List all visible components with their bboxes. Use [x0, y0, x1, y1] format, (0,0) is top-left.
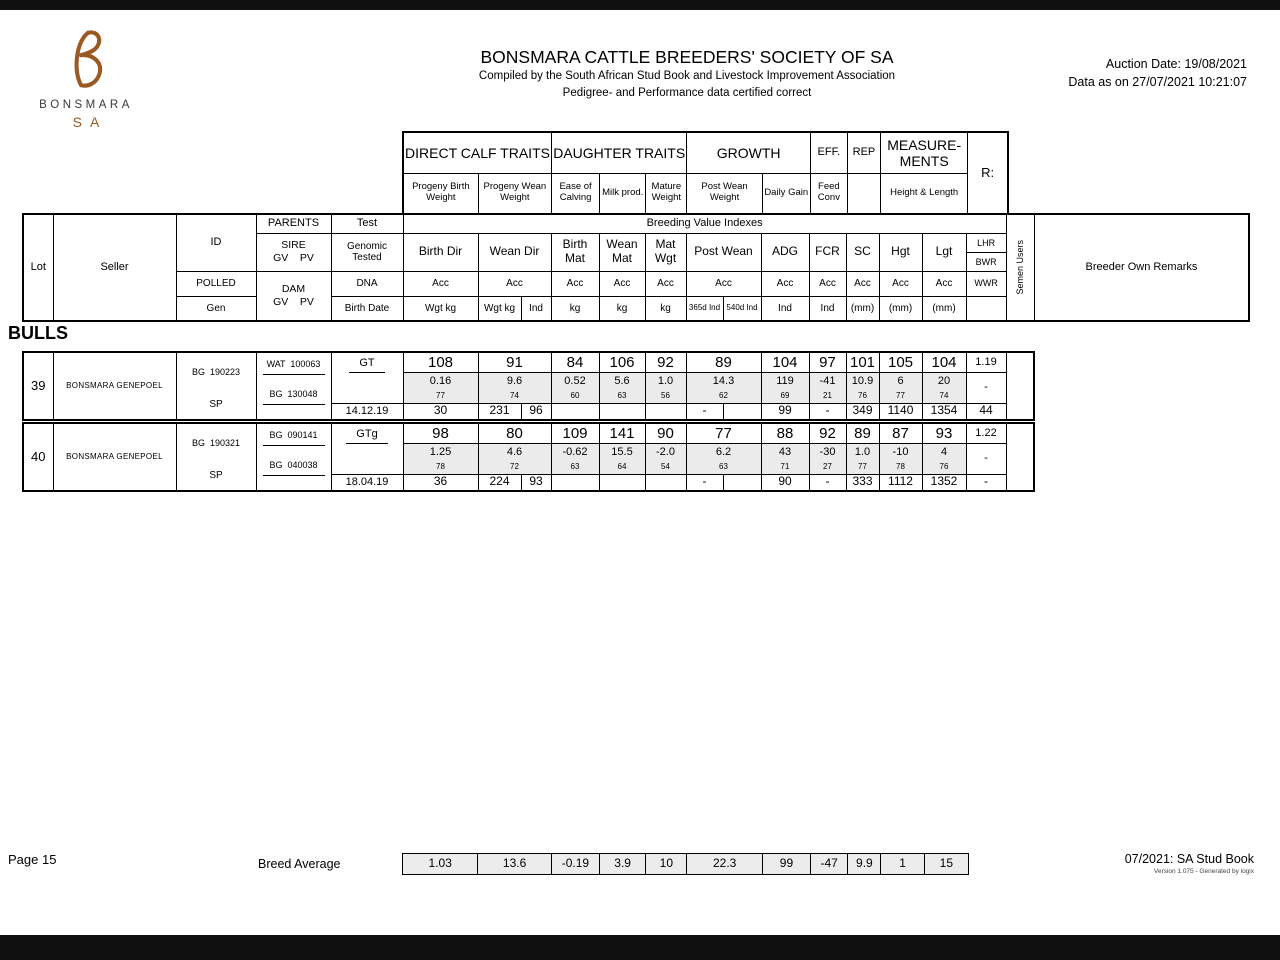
bonsmara-b-mark-icon — [61, 28, 111, 90]
document-header — [402, 46, 972, 102]
seller-name: BONSMARA GENEPOEL — [53, 352, 176, 420]
col-birth-dir: Birth Dir — [403, 233, 478, 271]
unit-label: (mm) — [846, 296, 879, 321]
col-birth-date: Birth Date — [331, 296, 403, 321]
dam-id: BG 130048 — [263, 384, 325, 405]
acc-value: 62 — [686, 391, 761, 403]
col-adg: ADG — [761, 233, 809, 271]
raw-value — [723, 474, 761, 491]
semen-users-label: Semen Users — [1015, 240, 1026, 295]
unit-label: kg — [599, 296, 645, 321]
raw-value — [551, 474, 599, 491]
bull-lot-40 — [22, 422, 1035, 492]
bv-value: 1.25 — [403, 443, 478, 462]
gen-value: SP — [176, 391, 256, 420]
col-genomic-tested: Genomic Tested — [331, 233, 403, 271]
sire-id: WAT 100063 — [263, 354, 325, 375]
acc-header: Acc — [403, 271, 478, 296]
breed-avg-value: 22.3 — [687, 854, 762, 875]
idx-value: 91 — [478, 352, 551, 372]
data-as-on: Data as on 27/07/2021 10:21:07 — [1068, 75, 1247, 89]
logo-region-text: SA — [72, 114, 108, 130]
birth-date-value: 14.12.19 — [331, 403, 403, 420]
auction-date: Auction Date: 19/08/2021 — [1105, 57, 1247, 71]
bv-value: 9.6 — [478, 372, 551, 391]
raw-value: 333 — [846, 474, 879, 491]
idx-value: 106 — [599, 352, 645, 372]
idx-value: 89 — [686, 352, 761, 372]
breed-avg-value: 9.9 — [848, 854, 881, 875]
seller-name: BONSMARA GENEPOEL — [53, 423, 176, 491]
bv-value: 4 — [922, 443, 966, 462]
unit-label: kg — [551, 296, 599, 321]
sire-gv-pv-label: GV PV — [273, 252, 314, 264]
col-semen-users — [1006, 214, 1034, 321]
breed-avg-value: 99 — [762, 854, 810, 875]
bwr-value: - — [966, 372, 1006, 403]
idx-value: 98 — [403, 423, 478, 443]
bv-value: 0.52 — [551, 372, 599, 391]
col-sire — [256, 233, 331, 271]
bv-value: 20 — [922, 372, 966, 391]
acc-value: 78 — [879, 462, 922, 474]
breed-avg-value: 10 — [646, 854, 687, 875]
bull-lot-39 — [22, 351, 1035, 421]
bv-value: 10.9 — [846, 372, 879, 391]
acc-value: 77 — [403, 391, 478, 403]
sub-progeny-birth-weight: Progeny Birth Weight — [403, 173, 478, 214]
raw-value: 36 — [403, 474, 478, 491]
sub-ease-of-calving: Ease of Calving — [551, 173, 599, 214]
lhr-value: 1.19 — [966, 352, 1006, 372]
sire-id: BG 090141 — [263, 425, 325, 446]
breed-average-label: Breed Average — [258, 857, 341, 871]
unit-label: Wgt kg — [403, 296, 478, 321]
sub-rep-empty — [847, 173, 880, 214]
idx-value: 93 — [922, 423, 966, 443]
unit-label: kg — [645, 296, 686, 321]
sub-progeny-wean-weight: Progeny Wean Weight — [478, 173, 551, 214]
acc-value: 60 — [551, 391, 599, 403]
idx-value: 141 — [599, 423, 645, 443]
test-cell — [331, 423, 403, 474]
lhr-label: LHR — [967, 234, 1006, 253]
raw-value: 1354 — [922, 403, 966, 420]
acc-header: Acc — [922, 271, 966, 296]
bv-value: 5.6 — [599, 372, 645, 391]
raw-value: 1352 — [922, 474, 966, 491]
group-efficiency: EFF. — [810, 132, 847, 173]
unit-label: Ind — [521, 296, 551, 321]
acc-header: Acc — [645, 271, 686, 296]
bv-value: 6 — [879, 372, 922, 391]
col-fcr: FCR — [809, 233, 846, 271]
raw-value — [599, 403, 645, 420]
unit-label: Ind — [809, 296, 846, 321]
acc-value: 64 — [599, 462, 645, 474]
col-seller: Seller — [53, 214, 176, 321]
bwr-label: BWR — [975, 256, 997, 267]
idx-value: 108 — [403, 352, 478, 372]
raw-value: 231 — [478, 403, 521, 420]
breed-avg-value: 15 — [924, 854, 968, 875]
page-number: Page 15 — [8, 852, 57, 867]
sub-milk-prod: Milk prod. — [600, 173, 646, 214]
acc-value: 77 — [846, 462, 879, 474]
raw-value: - — [686, 403, 723, 420]
lhr-value: 1.22 — [966, 423, 1006, 443]
parents-cell — [256, 423, 331, 491]
raw-value: 90 — [761, 474, 809, 491]
gen-value: SP — [176, 462, 256, 491]
col-wean-dir: Wean Dir — [478, 233, 551, 271]
acc-value: 69 — [761, 391, 809, 403]
col-lot: Lot — [23, 214, 53, 321]
wwr-value: 44 — [966, 403, 1006, 420]
col-mat-wgt: Mat Wgt — [645, 233, 686, 271]
dam-id: BG 040038 — [263, 455, 325, 476]
dam-label: DAM — [281, 282, 306, 295]
bv-value: 15.5 — [599, 443, 645, 462]
bv-value: 4.6 — [478, 443, 551, 462]
raw-value — [723, 403, 761, 420]
breeding-value-indexes-banner: Breeding Value Indexes — [403, 214, 1006, 233]
breed-avg-value: 13.6 — [478, 854, 551, 875]
raw-value: 93 — [521, 474, 551, 491]
idx-value: 90 — [645, 423, 686, 443]
breed-avg-value: 3.9 — [600, 854, 646, 875]
acc-value: 54 — [645, 462, 686, 474]
sub-daily-gain: Daily Gain — [762, 173, 810, 214]
idx-value: 92 — [645, 352, 686, 372]
footer-version: Version 1.075 - Generated by logix — [1153, 868, 1254, 875]
col-birth-mat: Birth Mat — [551, 233, 599, 271]
sub-feed-conv: Feed Conv — [810, 173, 847, 214]
col-wean-mat: Wean Mat — [599, 233, 645, 271]
acc-value: 78 — [403, 462, 478, 474]
bv-value: 6.2 — [686, 443, 761, 462]
col-dna: DNA — [331, 271, 403, 296]
idx-value: 77 — [686, 423, 761, 443]
breed-avg-value: 1 — [881, 854, 924, 875]
acc-value: 76 — [846, 391, 879, 403]
acc-header: Acc — [686, 271, 761, 296]
bv-value: -2.0 — [645, 443, 686, 462]
bv-value: -0.62 — [551, 443, 599, 462]
letterbox-top — [0, 0, 1280, 10]
acc-header: Acc — [879, 271, 922, 296]
unit-label: 540d Ind — [723, 296, 761, 321]
acc-header: Acc — [761, 271, 809, 296]
acc-value: 27 — [809, 462, 846, 474]
acc-header: Acc — [809, 271, 846, 296]
group-measurements: MEASURE-MENTS — [881, 132, 968, 173]
trait-groups-table — [402, 131, 1009, 215]
letterbox-bottom — [0, 935, 1280, 960]
section-title-bulls: BULLS — [8, 323, 68, 343]
col-parents: PARENTS — [256, 214, 331, 233]
col-polled: POLLED — [176, 271, 256, 296]
idx-value: 80 — [478, 423, 551, 443]
footer-source: 07/2021: SA Stud Book — [1124, 852, 1254, 866]
main-header-table — [22, 213, 1250, 322]
idx-value: 97 — [809, 352, 846, 372]
idx-value: 89 — [846, 423, 879, 443]
bv-value: -30 — [809, 443, 846, 462]
animal-id: BG 190321 — [176, 423, 256, 462]
wwr-label: WWR — [966, 271, 1006, 296]
raw-value: - — [809, 474, 846, 491]
bv-value: 1.0 — [846, 443, 879, 462]
birth-date-value: 18.04.19 — [331, 474, 403, 491]
bwr-value: - — [966, 443, 1006, 474]
sub-mature-weight: Mature Weight — [646, 173, 687, 214]
unit-label: Wgt kg — [478, 296, 521, 321]
sub-post-wean-weight: Post Wean Weight — [687, 173, 762, 214]
sub-height-length: Height & Length — [881, 173, 968, 214]
bv-value: 43 — [761, 443, 809, 462]
bv-value: 119 — [761, 372, 809, 391]
semen-users-cell — [1006, 423, 1034, 491]
acc-value: 63 — [551, 462, 599, 474]
col-dam — [256, 271, 331, 321]
bv-value: -41 — [809, 372, 846, 391]
idx-value: 104 — [922, 352, 966, 372]
raw-value: 1112 — [879, 474, 922, 491]
raw-value — [645, 403, 686, 420]
raw-value: - — [809, 403, 846, 420]
raw-value: 224 — [478, 474, 521, 491]
acc-value: 72 — [478, 462, 551, 474]
group-reproduction: REP — [847, 132, 880, 173]
col-ratio-split — [966, 233, 1006, 271]
raw-value: 30 — [403, 403, 478, 420]
col-test: Test — [331, 214, 403, 233]
unit-label: Ind — [761, 296, 809, 321]
page-title: BONSMARA CATTLE BREEDERS' SOCIETY OF SA — [480, 47, 894, 67]
acc-value: 76 — [922, 462, 966, 474]
raw-value: 349 — [846, 403, 879, 420]
acc-header: Acc — [551, 271, 599, 296]
r-unit-empty — [966, 296, 1006, 321]
idx-value: 101 — [846, 352, 879, 372]
col-id: ID — [176, 214, 256, 271]
raw-value: 1140 — [879, 403, 922, 420]
breed-avg-value: -47 — [811, 854, 848, 875]
bonsmara-logo — [26, 28, 146, 130]
raw-value — [645, 474, 686, 491]
acc-value: 63 — [599, 391, 645, 403]
breed-avg-value: -0.19 — [551, 854, 599, 875]
breed-average-row — [402, 853, 969, 875]
bv-value: 1.0 — [645, 372, 686, 391]
lot-number: 40 — [23, 423, 53, 491]
certification-line: Pedigree- and Performance data certified correct — [562, 87, 812, 99]
semen-users-cell — [1006, 352, 1034, 420]
sire-label: SIRE — [281, 239, 306, 251]
col-gen: Gen — [176, 296, 256, 321]
acc-value: 77 — [879, 391, 922, 403]
footer-source-block — [1125, 852, 1254, 875]
raw-value — [551, 403, 599, 420]
idx-value: 88 — [761, 423, 809, 443]
acc-value: 63 — [686, 462, 761, 474]
raw-value — [599, 474, 645, 491]
bv-value: 0.16 — [403, 372, 478, 391]
genomic-test-value: GTg — [346, 427, 387, 444]
acc-value: 71 — [761, 462, 809, 474]
col-breeder-own-remarks: Breeder Own Remarks — [1034, 214, 1249, 321]
bv-value: 14.3 — [686, 372, 761, 391]
raw-value: - — [686, 474, 723, 491]
animal-id: BG 190223 — [176, 352, 256, 391]
lot-number: 39 — [23, 352, 53, 420]
logo-brand-text: BONSMARA — [39, 99, 133, 111]
idx-value: 92 — [809, 423, 846, 443]
group-growth: GROWTH — [687, 132, 810, 173]
page-subtitle: Compiled by the South African Stud Book and Livestock Improvement Association — [478, 70, 896, 82]
acc-value: 56 — [645, 391, 686, 403]
col-post-wean: Post Wean — [686, 233, 761, 271]
idx-value: 84 — [551, 352, 599, 372]
raw-value: 99 — [761, 403, 809, 420]
idx-value: 104 — [761, 352, 809, 372]
acc-header: Acc — [478, 271, 551, 296]
unit-label: (mm) — [922, 296, 966, 321]
unit-label: 365d Ind — [686, 296, 723, 321]
auction-info — [1068, 55, 1247, 91]
acc-header: Acc — [599, 271, 645, 296]
parents-cell — [256, 352, 331, 420]
group-direct-calf-traits: DIRECT CALF TRAITS — [403, 132, 551, 173]
group-daughter-traits: DAUGHTER TRAITS — [551, 132, 686, 173]
group-ratio: R: — [968, 132, 1008, 214]
test-cell — [331, 352, 403, 403]
idx-value: 105 — [879, 352, 922, 372]
idx-value: 109 — [551, 423, 599, 443]
dam-gv-pv-label: GV PV — [273, 295, 314, 308]
col-lgt: Lgt — [922, 233, 966, 271]
genomic-test-value: GT — [349, 356, 384, 373]
acc-header: Acc — [846, 271, 879, 296]
acc-value: 74 — [478, 391, 551, 403]
acc-value: 74 — [922, 391, 966, 403]
breed-avg-value: 1.03 — [403, 854, 478, 875]
bv-value: -10 — [879, 443, 922, 462]
unit-label: (mm) — [879, 296, 922, 321]
wwr-value: - — [966, 474, 1006, 491]
col-hgt: Hgt — [879, 233, 922, 271]
col-sc: SC — [846, 233, 879, 271]
acc-value: 21 — [809, 391, 846, 403]
raw-value: 96 — [521, 403, 551, 420]
idx-value: 87 — [879, 423, 922, 443]
